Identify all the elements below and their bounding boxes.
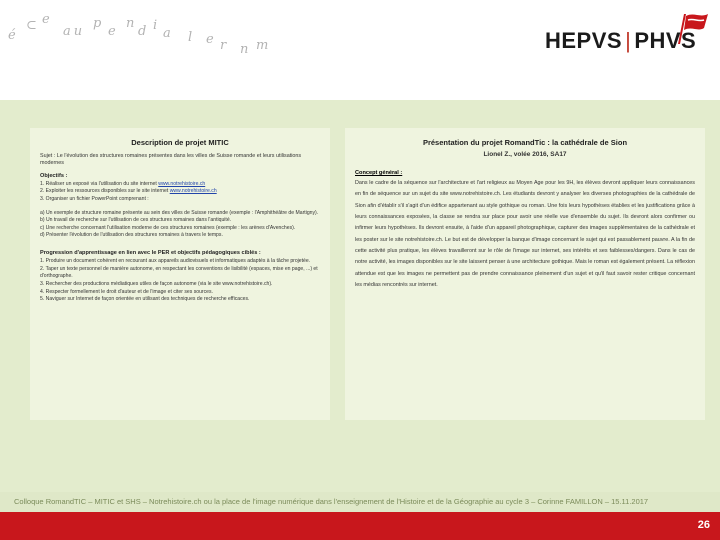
list-item: 3. Organiser un fichier PowerPoint comprenant : [40, 195, 149, 202]
decor-letter: au [63, 24, 86, 39]
decor-letter: n [240, 42, 252, 57]
list-item: 2. Exploiter les ressources disponibles sur le site internet www.notrehistoire.ch [40, 188, 217, 195]
sujet-text: Sujet : Le l'évolution des structures romaines présentes dans les villes de Suisse romande et leurs utilisations modernes [40, 153, 302, 167]
page-title: Description de projet MITIC [131, 138, 229, 147]
list-item: 3. Rechercher des productions médiatiques utiles de façon autonome (via le site www.notrehistoire.ch). [40, 281, 273, 287]
decor-letter: m [256, 38, 272, 53]
decor-letter: e [42, 12, 53, 27]
page-number: 26 [697, 519, 710, 531]
list-item: 5. Naviguer sur Internet de façon orientée en utilisant des techniques de recherche efficaces. [40, 296, 250, 303]
progression-list [40, 258, 320, 304]
project-description-page [30, 128, 330, 420]
decorative-letters [8, 10, 308, 70]
decor-letter: é [8, 28, 19, 43]
decor-letter: e [108, 24, 119, 39]
decor-letter: d [138, 24, 150, 39]
progression-heading: Progression d'apprentissage en lien avec le PER et objectifs pédagogiques ciblés : [40, 250, 261, 257]
decor-letter: n [126, 16, 138, 31]
list-item: d) Présenter l'évolution de l'utilisation des structures romaines à travers le temps. [40, 232, 223, 239]
decor-letter: p [93, 16, 105, 31]
list-item: 2. Taper un texte personnel de manière autonome, en respectant les conventions de lisibilité (espaces, mise en page, ...) et d'orthographe. [40, 265, 318, 280]
page-title: Présentation du projet RomandTic : la cathédrale de Sion [422, 138, 628, 147]
concept-heading: Concept général : [355, 170, 403, 176]
objectifs-list [40, 181, 320, 240]
list-item: 4. Respecter formellement le droit d'auteur et de l'image et citer ses sources. [40, 288, 213, 295]
list-item: 1. Réaliser un exposé via l'utilisation du site internet www.notrehistoire.ch [40, 180, 206, 187]
logo-separator: | [625, 28, 632, 53]
decor-letter: ⊂ [26, 18, 40, 33]
decor-letter: e [206, 32, 217, 47]
list-item: c) Une recherche concernant l'utilisation moderne de ces structures romaines (exemple : les arènes d'Avenches). [40, 224, 296, 231]
logo-phvs: PHVS [634, 28, 697, 53]
decor-letter: a [163, 26, 174, 41]
concept-paragraph: Dans le cadre de la séquence sur l'architecture et l'art religieux au Moyen Age pour les 9H, les élèves devront appliquer leurs connaissances en fin de séquence sur un sujet du site www.notrehistoire.ch. Les étudiants devront y analyser les diverses photographies de la cathédrale de Sion afin d'établir s'il s'agit d'un édifice appartenant au style gothique ou roman. Une fois leurs hypothèses établies et les justifications grâce à leurs connaissances exposées, la classe se rendra sur place pour avoir une réelle vue d'ensemble du sujet. Ils devront alors confirmer ou infirmer leurs hypothèses. Ils devront ensuite, à l'aide d'un appareil photographique, capturer des images supplémentaires de la cathédrale et les poster sur le site notrehistoire.ch. Le but est de développer la banque d'image concernant le sujet qui est passablement pauvre. A la fin de cette activité plus pratique, les élèves travailleront sur le rôle de l'image sur internet, ses intérêts et ses faiblesses/dangers. Dans le cas de notre activité, les images disponibles sur le site laissent penser à une architecture gothique. Mais le roman est également présent. La réflexion attendue est que les images ne permettent pas de prendre connaissance pleinement d'un sujet et qu'il faut savoir rester critique concernant les médias rencontrés sur internet. [355, 180, 695, 289]
notrehistoire-link[interactable]: www.notrehistoire.ch [169, 188, 217, 195]
project-presentation-page [345, 128, 705, 420]
footer-bar [0, 512, 720, 540]
decor-letter: r [220, 38, 230, 53]
objectifs-heading: Objectifs : [40, 172, 68, 179]
author-line: Lionel Z., volée 2016, SA17 [483, 151, 567, 158]
notrehistoire-link[interactable]: www.notrehistoire.ch [158, 180, 206, 187]
list-item: a) Un exemple de structure romaine présente au sein des villes de Suisse romande (exemple : l'Amphithéâtre de Martigny). [40, 209, 319, 216]
decor-letter: l [188, 30, 196, 45]
list-item: 1. Produire un document cohérent en recourant aux appareils audiovisuels et informatiques adaptés à la tâche projetée. [40, 258, 311, 265]
list-item: b) Un travail de recherche sur l'utilisation de ces structures romaines dans l'antiquité. [40, 217, 232, 224]
footer-caption: Colloque RomandTIC – MITIC et SHS – Notrehistoire.ch ou la place de l'image numérique dans l'enseignement de l'Histoire et de la Géographie au cycle 3 – Corinne FAMILLON – 15.11.2017 [0, 492, 720, 512]
decor-letter: i [153, 18, 161, 33]
slide-header [0, 0, 720, 100]
logo-flag-icon [670, 8, 710, 48]
logo-hepvs: HEPVS [545, 28, 623, 53]
